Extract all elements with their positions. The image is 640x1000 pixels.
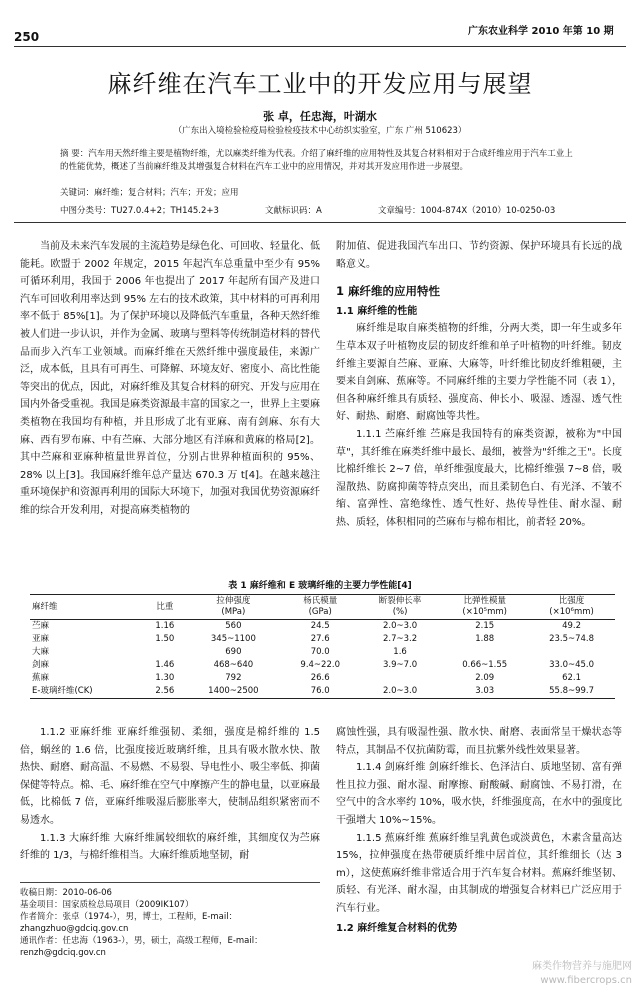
table-cell: 560 xyxy=(225,621,242,631)
table-cell: 33.0~45.0 xyxy=(549,660,595,670)
column-header: 拉伸强度 (MPa) xyxy=(185,595,281,620)
table-header-row xyxy=(30,595,615,620)
subsection-heading-1-1: 1.1 麻纤维的性能 xyxy=(336,305,418,317)
table-cell: 蕉麻 xyxy=(32,673,50,683)
paper-title: 麻纤维在汽车工业中的开发应用与展望 xyxy=(107,70,533,98)
table-row xyxy=(30,685,615,699)
table-cell: 76.0 xyxy=(282,685,359,699)
table-cell: 1.16 xyxy=(155,621,175,631)
footnote xyxy=(20,882,320,959)
table-cell: 27.6 xyxy=(310,634,330,644)
received-date: 收稿日期：2010-06-06 xyxy=(20,888,112,898)
table-row xyxy=(30,646,615,659)
column-header: 比弹性模量 (×10⁵mm) xyxy=(441,595,528,620)
table-cell xyxy=(528,646,615,659)
right-column-top xyxy=(336,238,622,532)
table-row xyxy=(30,633,615,646)
table-cell: 49.2 xyxy=(562,621,582,631)
table-cell: 1.46 xyxy=(155,660,175,670)
table-cell: 690 xyxy=(225,647,242,657)
document-code: 文献标识码：A xyxy=(265,206,322,216)
table-cell: 3.9~7.0 xyxy=(382,660,418,670)
table-cell: 1.88 xyxy=(475,634,495,644)
table-cell xyxy=(441,646,528,659)
subsection-heading-1-2: 1.2 麻纤维复合材料的优势 xyxy=(336,922,458,934)
table-row xyxy=(30,672,615,685)
table-cell: 2.15 xyxy=(475,621,495,631)
table-cell xyxy=(359,672,441,685)
table-cell: 苎麻 xyxy=(32,621,50,631)
paragraph-fiber-properties: 麻纤维是取自麻类植物的纤维，分两大类，即一年生或多年生草本双子叶植物皮层的韧皮纤维和单子叶植物的叶纤维。韧皮纤维主要源自苎麻、亚麻、大麻等，叶纤维比韧皮纤维粗硬，主要来自剑麻、蕉麻等。不同麻纤维的主要力学性能不同（表 1），但各种麻纤维具有质轻、强度高、伸长小、吸湿、透湿、透气性好、耐热、耐磨、耐腐蚀等共性。 xyxy=(336,323,622,423)
left-column-top xyxy=(20,238,320,520)
section-heading-1: 1 麻纤维的应用特性 xyxy=(336,284,441,299)
fund-info: 基金项目：国家质检总局项目（2009IK107） xyxy=(20,900,194,910)
clc-number: 中图分类号：TU27.0.4+2；TH145.2+3 xyxy=(60,206,219,216)
table-cell: 345~1100 xyxy=(210,634,256,644)
meta-divider xyxy=(14,222,626,223)
column-header: 比强度 (×10⁶mm) xyxy=(528,595,615,620)
table-row xyxy=(30,620,615,634)
table-cell: 1.6 xyxy=(393,647,407,657)
table-cell: 1400~2500 xyxy=(185,685,281,699)
affiliation: （广东出入境检验检疫局检验检疫技术中心纺织实验室，广东 广州 510623） xyxy=(173,126,467,136)
journal-header: 广东农业科学 2010 年第 10 期 xyxy=(468,26,614,37)
table-cell: 2.09 xyxy=(475,673,495,683)
right-column-bottom xyxy=(336,724,622,937)
authors: 张 卓，任忠海，叶湖水 xyxy=(263,110,377,123)
table-cell: 3.03 xyxy=(441,685,528,699)
header-divider xyxy=(14,46,626,47)
article-number: 文章编号：1004-874X（2010）10-0250-03 xyxy=(378,206,556,216)
table-caption: 表 1 麻纤维和 E 玻璃纤维的主要力学性能[4] xyxy=(228,581,412,591)
column-header: 比重 xyxy=(145,595,186,620)
table-cell: 23.5~74.8 xyxy=(549,634,595,644)
table-cell: 55.8~99.7 xyxy=(528,685,615,699)
left-column-bottom xyxy=(20,724,320,865)
table-cell: 26.6 xyxy=(310,673,330,683)
paragraph-sisal: 1.1.4 剑麻纤维 剑麻纤维长、色泽洁白、质地坚韧、富有弹性且拉力强、耐水湿、耐摩擦、耐酸碱、耐腐蚀、不易打滑，在空气中的含水率约 10%，吸水快，纤维强度高，在水中的强度比干强增大 10%~15%。 xyxy=(336,762,622,826)
watermark-line-2: www.fibercrops.cn xyxy=(540,975,632,986)
table-cell: 2.7~3.2 xyxy=(382,634,418,644)
table-cell: 792 xyxy=(225,673,242,683)
table-cell: 62.1 xyxy=(562,673,582,683)
table-cell: 9.4~22.0 xyxy=(300,660,340,670)
table-cell: 0.66~1.55 xyxy=(462,660,508,670)
page-number: 250 xyxy=(14,30,40,44)
author-info: 作者简介：张卓（1974-），男，博士，工程师，E-mail：zhangzhuo@gdciq.gov.cn xyxy=(20,912,238,934)
table-cell: 24.5 xyxy=(310,621,330,631)
table-cell xyxy=(145,646,186,659)
table-cell: 2.0~3.0 xyxy=(382,621,418,631)
paragraph-ramie: 1.1.1 苎麻纤维 苎麻是我国特有的麻类资源，被称为"中国草"，其纤维在麻类纤维中最长、最细，被誉为"纤维之王"。长度比棉纤维长 2~7 倍，单纤维强度最大，比棉纤维强 7~8 倍，吸湿散热、防腐抑菌等特点突出，而且柔韧色白、有光泽、不皱不缩、富弹性、富绝缘性、透气性好、热传导性佳、耐水湿、耐热、质轻，体积相同的苎麻布与棉布相比，前者轻 20%。 xyxy=(336,428,622,528)
table-cell: 2.56 xyxy=(145,685,186,699)
table-row xyxy=(30,659,615,672)
corresponding-author: 通讯作者：任忠海（1963-），男，硕士，高级工程师，E-mail：renzh@gdciq.gov.cn xyxy=(20,936,263,958)
table-cell: E-玻璃纤维(CK) xyxy=(30,685,145,699)
table-cell: 剑麻 xyxy=(32,660,50,670)
watermark-line-1: 麻类作物营养与施肥网 xyxy=(532,961,632,972)
properties-table xyxy=(30,594,615,699)
table-cell: 大麻 xyxy=(32,647,50,657)
keywords: 关键词：麻纤维；复合材料；汽车；开发；应用 xyxy=(60,188,239,198)
column-header: 断裂伸长率 (%) xyxy=(359,595,441,620)
watermark xyxy=(532,960,632,988)
paragraph-hemp: 1.1.3 大麻纤维 大麻纤维属较细软的麻纤维，其细度仅为苎麻纤维的 1/3，与棉纤维相当。大麻纤维质地坚韧，耐 xyxy=(20,832,320,862)
paragraph-flax: 1.1.2 亚麻纤维 亚麻纤维强韧、柔细，强度是棉纤维的 1.5 倍，蜗丝的 1.6 倍，比强度接近玻璃纤维，且具有吸水散水快、散热快、耐磨、耐高温、不易燃、不易裂、导电性小、吸尘率低、抑菌保健等特点。棉、毛、麻纤维在空气中摩擦产生的静电量，以亚麻最低，比棉低 7 倍，亚麻纤维吸湿后膨胀率大，使制品组织紧密而不易透水。 xyxy=(20,727,320,826)
table-cell: 2.0~3.0 xyxy=(359,685,441,699)
column-header: 麻纤维 xyxy=(30,595,145,620)
column-header: 杨氏模量 (GPa) xyxy=(282,595,359,620)
paragraph-hemp-continued: 腐蚀性强，具有吸湿性强、散水快、耐磨、表面常呈干燥状态等特点，其制品不仅抗菌防霉，而且抗紫外线性效果显著。 xyxy=(336,727,622,756)
table-cell: 1.50 xyxy=(155,634,175,644)
table-cell: 亚麻 xyxy=(32,634,50,644)
abstract: 摘 要：汽车用天然纤维主要是植物纤维，尤以麻类纤维为代表。介绍了麻纤维的应用特性及其复合材料相对于合成纤维应用于汽车工业上的性能优势，概述了当前麻纤维及其增强复合材料在汽车工业中的应用情况，并对其开发应用作进一步展望。 xyxy=(60,149,573,172)
table-cell: 468~640 xyxy=(213,660,254,670)
paragraph-abaca: 1.1.5 蕉麻纤维 蕉麻纤维呈乳黄色或淡黄色，木素含量高达 15%，拉伸强度在热带硬质纤维中居首位，其纤维细长（达 3 m），这使蕉麻纤维非常适合用于汽车复合材料。蕉麻纤维坚韧、质轻、有光泽、耐水湿，由其制成的增强复合材料已广泛应用于汽车行业。 xyxy=(336,832,622,914)
table-cell: 70.0 xyxy=(310,647,330,657)
intro-paragraph: 当前及未来汽车发展的主流趋势是绿色化、可回收、轻量化、低能耗。欧盟于 2002 年规定，2015 年起汽车总重量中至少有 95% 可循环利用，我国于 2006 年也提出了 2017 年起所有国产及进口汽车可回收利用率达到 95% 左右的技术政策，其中材料的可再利用率不低于 85%[1]。为了保护环境以及降低汽车重量，各种天然纤维被人们进一步认识，并作为金属、玻璃与塑料等传统制造材料的替代品而步入汽车工业领域。而麻纤维在天然纤维中强度最佳，来源广泛，成本低，且具有可再生、可降解、环境友好、密度小、高比性能等突出的优点，因此，对麻纤维及其复合材料的研究、开发与应用在国内外备受重视。我国是麻类资源最丰富的国家之一，世界上主要麻类植物在我国均有种植，并且形成了北有亚麻、南有剑麻、东有大麻、西有罗布麻、中有苎麻、大部分地区有洋麻和黄麻的格局[2]。其中苎麻和亚麻种植量世界首位，分别占世界种植面积的 95%、28% 以上[3]。我国麻纤维年总产量达 670.3 万 t[4]。在越来越注重环境保护和资源再利用的国际大环境下，加强对我国优势资源麻纤维的综合开发利用，对提高麻类植物的 xyxy=(20,241,320,516)
table-cell: 1.30 xyxy=(155,673,175,683)
intro-paragraph-continued: 附加值、促进我国汽车出口、节约资源、保护环境具有长远的战略意义。 xyxy=(336,241,622,270)
